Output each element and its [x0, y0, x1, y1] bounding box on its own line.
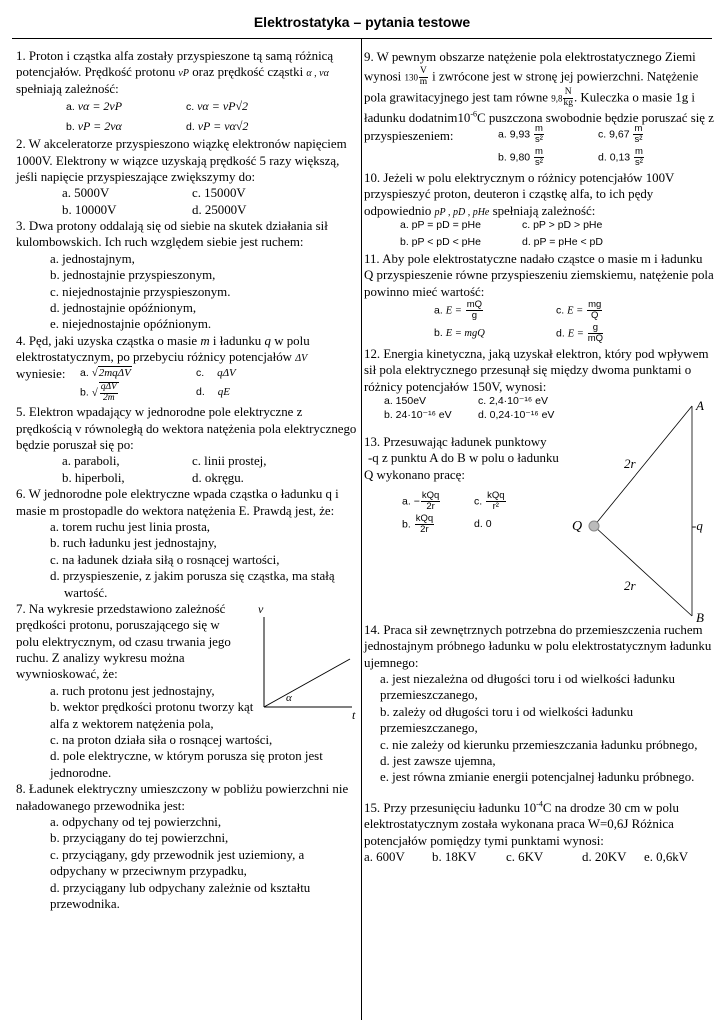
answer-option[interactable]: a. 600V: [364, 849, 405, 864]
answer-option[interactable]: d. jest zawsze ujemna,: [380, 753, 496, 768]
answer-option[interactable]: a. 5000V: [62, 186, 110, 201]
right-column: [364, 48, 714, 865]
answer-option[interactable]: c. vα = vP√2: [186, 99, 249, 114]
answer-option[interactable]: b. hiperboli,: [62, 470, 125, 485]
answer-option[interactable]: a. ruch protonu jest jednostajny,: [50, 683, 215, 698]
answer-option[interactable]: b. 24·10⁻¹⁶ eV: [384, 408, 452, 421]
answer-option[interactable]: c. $\frac{\text{kQq}}{\text{r²}}$: [474, 490, 505, 512]
answer-option[interactable]: a. odpychany od tej powierzchni,: [50, 814, 222, 829]
answer-option[interactable]: a. jednostajnym,: [50, 251, 135, 266]
charge-q-label: Q: [572, 518, 583, 534]
question-text: oraz prędkość cząstki: [192, 65, 304, 80]
symbol: vP: [178, 68, 189, 80]
answer-option[interactable]: d. pole elektryczne, w którym porusza się proton jest jednorodne.: [50, 749, 323, 780]
answer-option[interactable]: a. paraboli,: [62, 454, 120, 469]
left-column: [16, 48, 358, 912]
answer-option[interactable]: d. jednostajnie opóźnionym,: [50, 301, 197, 316]
answer-option[interactable]: c. E = $\frac{mg}{Q}$: [556, 299, 602, 322]
symbol: α , vα: [306, 68, 329, 80]
answer-option[interactable]: d. pP = pHe < pD: [522, 235, 603, 248]
question-3: [16, 218, 358, 333]
answer-option[interactable]: b. 9,80 $\frac{m}{\text{s²}}$: [498, 145, 543, 168]
answer-option[interactable]: a. √2mqΔV: [80, 367, 131, 380]
answer-option[interactable]: c. 9,67 $\frac{m}{\text{s²}}$: [598, 122, 643, 145]
question-9: 9. W pewnym obszarze natężenie pola elektrostatycznego Ziemi wynosi 130 $\frac{V}{m}$ i zwrócone jest w stronę jej powierzchni. Natężenie pola grawitacyjnego jest tam równe 9,8 $\frac{N}{kg}$ . Kuleczka o masie 1g i ładunku $dodatnim10^{-6}C$ puszczona swobodnie będzie poruszać się z przyspieszeniem: a. 9,93 $\frac{m}{\text{s²}}$ c. 9,67 $\frac{m}{\text{s²}}$ b. 9,80 $\frac{m}{\text{s²}}$ d. 0,13 $\frac{m}{\text{s²}}$: [364, 50, 714, 168]
velocity-time-graph: [252, 601, 362, 721]
answer-option[interactable]: c. 2,4·10⁻¹⁶ eV: [478, 395, 548, 408]
question-15: 15. Przy przesunięciu ładunku $10^{-4}C$ na drodze 30 cm w polu elektrostatycznym została wykonana praca W=0,6J Różnica potencjałów pomiędzy tymi punktami wynosi: a. 600V b. 18KV c. 6KV d. 20KV e. 0,6kV: [364, 799, 689, 864]
answer-option[interactable]: d. okręgu.: [192, 470, 244, 485]
answer-option[interactable]: a. vα = 2vP: [66, 99, 123, 114]
answer-option[interactable]: a. torem ruchu jest linia prosta,: [50, 519, 211, 534]
graph-t-label: t: [352, 707, 356, 721]
column-divider: [361, 38, 362, 1020]
answer-option[interactable]: c. nie zależy od kierunku przemieszczania ładunku próbnego,: [380, 737, 698, 752]
answer-option[interactable]: a. 9,93 $\frac{m}{\text{s²}}$: [498, 122, 543, 145]
answer-option[interactable]: c. 15000V: [192, 186, 246, 201]
question-text: wyniesie:: [16, 366, 66, 381]
question-text: 5. Elektron wpadający w jednorodne pole elektryczne z prędkością v równoległą do wektora natężenia pola elektrycznego będzie poruszał się po:: [16, 405, 357, 452]
answer-option[interactable]: przemieszczanego,: [380, 688, 478, 703]
question-text: 7. Na wykresie przedstawiono zależność prędkości protonu, poruszającego się w polu elektrycznym, od czasu trwania jego ruchu. Z analizy wykresu można wywnioskować, że:: [16, 601, 231, 682]
answer-option[interactable]: a. 150eV: [384, 395, 427, 408]
question-2: [16, 136, 358, 218]
question-text: 6. W jednorodne pole elektryczne wpada cząstka o ładunku q i masie m prostopadle do wektora natężenia E. Prawdą jest, że:: [16, 487, 339, 518]
graph-v-label: v: [258, 601, 264, 616]
answer-option[interactable]: b. √ $\frac{\text{qΔV}}{2m}$: [80, 382, 117, 404]
answer-option[interactable]: e. jest równa zmianie energii potencjalnej ładunku próbnego.: [380, 770, 695, 785]
triangle-figure: [564, 398, 714, 624]
answer-option[interactable]: d. przyciągany lub odpychany zależnie od kształtu przewodnika.: [50, 880, 311, 911]
answer-option[interactable]: c. na ładunek działa siłą o rosnącej wartości,: [50, 552, 280, 567]
answer-option[interactable]: d. qE: [196, 386, 230, 399]
side-label-bottom: 2r: [624, 577, 636, 593]
answer-option[interactable]: a. − $\frac{\text{kQq}}{2r}$: [402, 490, 440, 512]
question-text: spełniają zależność:: [16, 82, 119, 97]
answer-option[interactable]: e. 0,6kV: [644, 849, 689, 864]
question-8: [16, 781, 358, 912]
answer-option[interactable]: d. przyspieszenie, z jakim porusza się cząstka, ma stałą wartość.: [50, 569, 335, 600]
question-6: [16, 486, 358, 601]
answer-option[interactable]: b. pP < pD < pHe: [400, 235, 481, 248]
answer-option[interactable]: b. przyciągany do tej powierzchni,: [50, 831, 229, 846]
answer-option[interactable]: b. $\frac{\text{kQq}}{2r}$: [402, 512, 434, 535]
answer-option[interactable]: b. zależy od długości toru i od wielkości ładunku przemieszczanego,: [380, 704, 634, 736]
answer-option[interactable]: c. 6KV: [506, 849, 544, 864]
question-4: 4. Pęd, jaki uzyska cząstka o masie m i ładunku q w polu elektrostatycznym, po przebyciu różnicy potencjałów ΔV wyniesie: a. √2mqΔV c. qΔV b. √ $\frac{\text{qΔV}}{2m}$ d. qE: [16, 333, 310, 404]
answer-option[interactable]: c. pP > pD > pHe: [522, 219, 603, 232]
question-text: 11. Aby pole elektrostatyczne nadało cząstce o masie m i ładunku Q przyspieszenie równe przyspieszeniu ziemskiemu, natężenie pola powinno mieć wartość:: [364, 251, 714, 299]
top-divider: [12, 38, 712, 39]
answer-option[interactable]: d. 0,24·10⁻¹⁶ eV: [478, 408, 555, 421]
answer-option[interactable]: a. jest niezależna od długości toru i od wielkości ładunku: [380, 672, 675, 687]
question-5: [16, 404, 358, 486]
question-text: 2. W akceleratorze przyspieszono wiązkę elektronów napięciem 1000V. Elektrony w wiązce uzyskają prędkość 5 razy większą, jeśli napięcie przyspieszające zwiększymy do:: [16, 137, 347, 184]
question-14: [364, 622, 714, 786]
point-a-label: A: [696, 397, 704, 413]
answer-option[interactable]: d. vP = vα√2: [186, 118, 249, 133]
question-text: 3. Dwa protony oddalają się od siebie na skutek działania sił kulombowskich. Ich ruch względem siebie jest ruchem:: [16, 219, 328, 250]
answer-option[interactable]: c. na proton działa siła o rosnącej wartości,: [50, 733, 273, 748]
question-11: [364, 251, 714, 344]
answer-option[interactable]: b. ruch ładunku jest jednostajny,: [50, 536, 217, 551]
question-1: [16, 48, 358, 134]
answer-option[interactable]: b. jednostajnie przyspieszonym,: [50, 268, 216, 283]
answer-option[interactable]: a. E = $\frac{mQ}{g}$: [434, 299, 483, 322]
answer-option[interactable]: a. pP = pD = pHe: [400, 219, 481, 232]
page-title: Elektrostatyka – pytania testowe: [253, 14, 471, 30]
answer-option[interactable]: b. vP = 2vα: [66, 118, 122, 133]
question-text: -q z punktu A do B w polu o ładunku: [368, 451, 559, 466]
answer-option[interactable]: e. niejednostajnie opóźnionym.: [50, 317, 212, 332]
answer-option[interactable]: d. 0: [474, 517, 492, 530]
point-b-label: B: [696, 609, 704, 624]
question-7: [16, 601, 358, 781]
graph-alpha-label: α: [286, 691, 292, 704]
question-text: 13. Przesuwając ładunek punktowy: [364, 434, 547, 449]
question-10: 10. Jeżeli w polu elektrycznym o różnicy potencjałów 100V przyspieszyć proton, deuteron i cząstkę alfa, to ich pędy odpowiednio pP , pD , pHe spełniają zależność: a. pP = pD = pHe c. pP > pD > pHe b. pP < pD < pHe d. pP = pHe < pD: [364, 170, 675, 248]
answer-option[interactable]: c. linii prostej,: [192, 454, 267, 469]
side-label-top: 2r: [624, 455, 636, 471]
answer-option[interactable]: c. niejednostajnie przyspieszonym.: [50, 284, 231, 299]
answer-option[interactable]: b. wektor prędkości protonu tworzy kąt alfa z wektorem natężenia pola,: [50, 700, 254, 731]
answer-option[interactable]: b. 10000V: [62, 202, 117, 217]
question-text: 8. Ładunek elektryczny umieszczony w pobliżu powierzchni nie naładowanego przewodnika jest:: [16, 782, 349, 813]
answer-option[interactable]: c. przyciągany, gdy przewodnik jest uziemiony, a odpychany w przeciwnym przypadku,: [50, 847, 305, 879]
question-text: Q wykonano pracę:: [364, 467, 465, 482]
answer-option[interactable]: b. E = mgQ: [434, 326, 485, 339]
charge-q-marker: [589, 521, 599, 531]
answer-option[interactable]: d. 25000V: [192, 202, 247, 217]
answer-option[interactable]: b. 18KV: [432, 849, 477, 864]
question-text: 14. Praca sił zewnętrznych potrzebna do przemieszczenia ruchem jednostajnym próbnego ładunku w polu elektrostatycznym ładunku ujemnego:: [364, 622, 712, 670]
side-label-right: -q: [692, 517, 703, 533]
answer-option[interactable]: d. 20KV: [582, 849, 627, 864]
answer-option[interactable]: d. 0,13 $\frac{m}{\text{s²}}$: [598, 145, 643, 168]
answer-option[interactable]: d. E = $\frac{g}{mQ}$: [556, 322, 604, 345]
question-text: 1. Proton i cząstka alfa zostały przyspieszone tą samą różnicą potencjałów. Prędkość protonu: [16, 49, 334, 80]
question-text: 12. Energia kinetyczna, jaką uzyskał elektron, który pod wpływem sił pola elektrycznego przesunął się między dwoma punktami o różnicy potencjałów 150V, wynosi:: [364, 347, 709, 394]
answer-option[interactable]: c. qΔV: [196, 367, 236, 380]
